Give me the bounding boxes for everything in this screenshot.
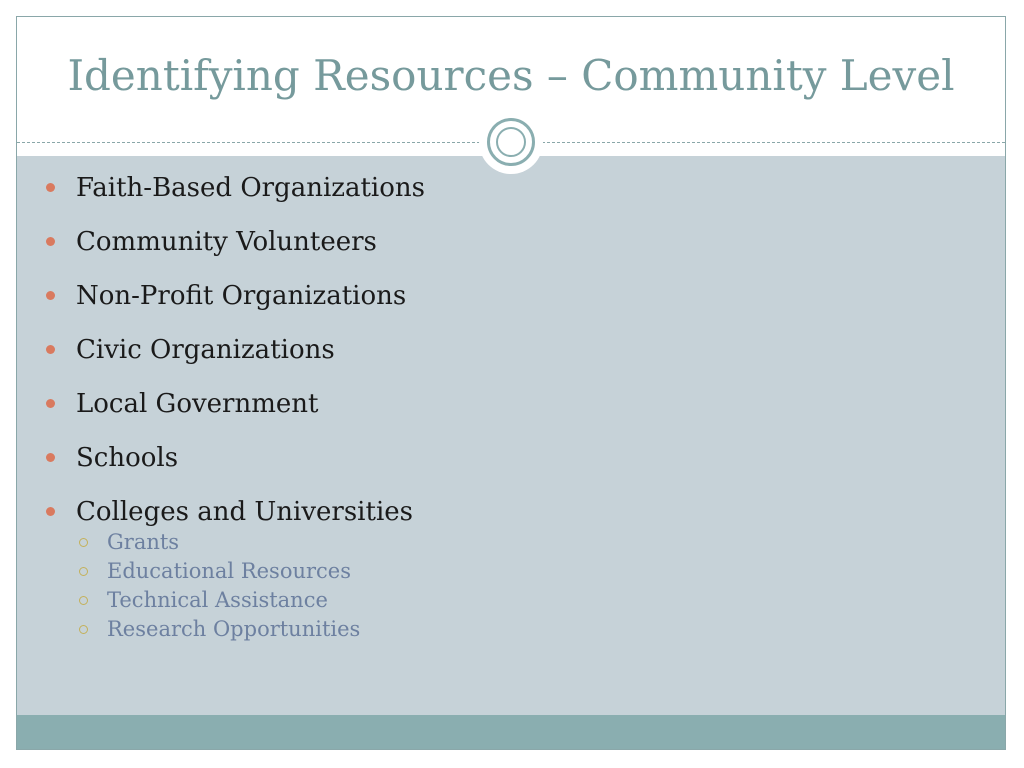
bullet-dot-icon: [46, 507, 55, 516]
bullet-item: [43, 388, 425, 420]
sub-bullet-ring-icon: [79, 596, 88, 605]
bullet-label: Faith-Based Organizations: [76, 173, 425, 203]
sub-bullet-ring-icon: [79, 625, 88, 634]
bullet-label: Civic Organizations: [76, 335, 335, 365]
bullet-label: Non-Profit Organizations: [76, 281, 407, 311]
bullet-list: [43, 172, 425, 644]
sub-bullet-item: [76, 557, 425, 586]
bullet-label: Community Volunteers: [76, 227, 377, 257]
sub-bullet-list: [76, 528, 425, 644]
bullet-dot-icon: [46, 183, 55, 192]
sub-bullet-ring-icon: [79, 567, 88, 576]
bullet-item: [43, 280, 425, 312]
bullet-dot-icon: [46, 291, 55, 300]
sub-bullet-item: [76, 615, 425, 644]
sub-bullet-label: Grants: [107, 530, 180, 554]
bullet-dot-icon: [46, 345, 55, 354]
sub-bullet-item: [76, 586, 425, 615]
bullet-item: [43, 172, 425, 204]
bullet-label: Colleges and Universities: [76, 497, 413, 527]
sub-bullet-label: Educational Resources: [107, 559, 352, 583]
bullet-item: [43, 226, 425, 258]
slide-title: Identifying Resources – Community Level: [67, 51, 955, 100]
bullet-dot-icon: [46, 453, 55, 462]
ornament-inner-ring: [496, 127, 526, 157]
bullet-label: Schools: [76, 443, 179, 473]
bullet-item: [43, 442, 425, 474]
sub-bullet-label: Technical Assistance: [107, 588, 328, 612]
bullet-label: Local Government: [76, 389, 319, 419]
footer-bar: [17, 715, 1005, 749]
sub-bullet-item: [76, 528, 425, 557]
bullet-dot-icon: [46, 237, 55, 246]
slide: [16, 16, 1006, 750]
ornament-ring: [487, 118, 535, 166]
circle-ornament-icon: [479, 110, 543, 174]
bullet-item: [43, 496, 425, 644]
sub-bullet-label: Research Opportunities: [107, 617, 361, 641]
sub-bullet-ring-icon: [79, 538, 88, 547]
bullet-item: [43, 334, 425, 366]
bullet-dot-icon: [46, 399, 55, 408]
